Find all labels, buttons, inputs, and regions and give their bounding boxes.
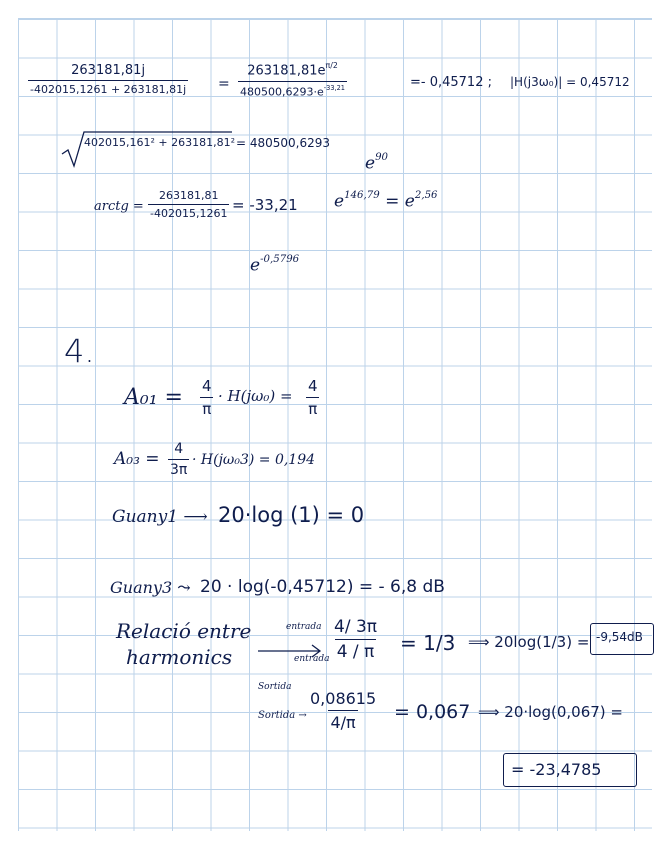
e-90-base: e bbox=[365, 153, 376, 174]
arctg-label: arctg = bbox=[94, 199, 144, 214]
fraction-2 bbox=[238, 61, 347, 98]
sortida-tag-bottom: Sortida → bbox=[258, 710, 307, 721]
a01-fraction-1 bbox=[200, 377, 214, 418]
relacio-boxed-value: -9,54dB bbox=[596, 630, 643, 644]
e-left-base: e bbox=[334, 191, 345, 212]
relacio-fraction bbox=[332, 617, 379, 662]
arctg-numerator: 263181,81 bbox=[158, 189, 219, 202]
equals-sign: = bbox=[218, 76, 230, 92]
e-negative bbox=[250, 255, 299, 275]
fraction-2-num-base: 263181,81e bbox=[247, 63, 326, 79]
a03-label: A₀₃ = bbox=[114, 449, 160, 469]
relacio-denominator: 4 / π bbox=[335, 639, 377, 662]
a01-fraction-2 bbox=[306, 377, 320, 418]
fraction-1-numerator: 263181,81j bbox=[71, 63, 146, 78]
fraction-2-numerator bbox=[245, 61, 340, 81]
sortida-log: ⟹ 20·log(0,067) = bbox=[478, 703, 623, 721]
relacio-line-2: harmonics bbox=[126, 645, 233, 669]
sqrt-result: = 480500,6293 bbox=[236, 136, 331, 150]
a01-middle: · H(jω₀) = bbox=[218, 387, 293, 405]
e-negative-exp: -0,5796 bbox=[260, 254, 300, 265]
a01-label: A₀₁ = bbox=[124, 385, 183, 410]
e-mid-exp: 2,56 bbox=[414, 190, 438, 201]
sortida-result: = 0,067 bbox=[394, 701, 471, 723]
sortida-denominator: 4/π bbox=[328, 710, 357, 732]
sortida-fraction bbox=[308, 689, 378, 732]
arctg-result: = -33,21 bbox=[232, 196, 298, 214]
fraction-1-denominator: -402015,1261 + 263181,81j bbox=[28, 80, 188, 96]
sortida-tag-top: Sortida bbox=[258, 682, 292, 692]
a01-numerator-2: 4 bbox=[308, 377, 318, 395]
fraction-2-num-exp: π/2 bbox=[325, 61, 338, 70]
guany1-label: Guany1 ⟶ bbox=[112, 507, 208, 527]
result-value: =- 0,45712 ; bbox=[410, 75, 492, 90]
arctg-fraction bbox=[148, 189, 229, 220]
e-90 bbox=[365, 153, 388, 173]
a03-fraction bbox=[168, 441, 189, 478]
a03-denominator: 3π bbox=[168, 459, 189, 478]
sortida-boxed-value: = -23,4785 bbox=[511, 760, 602, 779]
e-90-exp: 90 bbox=[375, 152, 389, 163]
a03-rest: · H(jω₀3) = 0,194 bbox=[192, 452, 316, 468]
fraction-2-denominator bbox=[238, 81, 347, 99]
relacio-result: = 1/3 bbox=[400, 631, 456, 655]
e-mid-base: = e bbox=[385, 191, 415, 212]
e-exponent-expr bbox=[334, 191, 438, 211]
relacio-tag-top: entrada bbox=[286, 622, 322, 632]
guany1-expression: 20·log (1) = 0 bbox=[218, 503, 365, 527]
fraction-2-den-exp: -33,21 bbox=[323, 83, 346, 92]
fraction-1 bbox=[28, 63, 188, 96]
guany3-expression: 20 · log(-0,45712) = - 6,8 dB bbox=[200, 577, 445, 597]
relacio-tag-bottom: entrada bbox=[294, 654, 330, 664]
a01-denominator-2: π bbox=[306, 397, 319, 418]
fraction-2-den-base: 480500,6293·e bbox=[240, 85, 324, 99]
graph-paper-page bbox=[18, 18, 652, 831]
section-heading: 4. bbox=[64, 332, 95, 370]
relacio-line-1: Relació entre bbox=[116, 619, 252, 643]
e-left-exp: 146,79 bbox=[344, 190, 380, 201]
guany3-label: Guany3 ⤳ bbox=[110, 578, 191, 597]
sortida-numerator: 0,08615 bbox=[310, 689, 377, 708]
a01-denominator: π bbox=[200, 397, 213, 418]
a03-numerator: 4 bbox=[174, 441, 184, 457]
magnitude-value: |H(j3ω₀)| = 0,45712 bbox=[510, 75, 630, 89]
relacio-numerator: 4/ 3π bbox=[334, 617, 377, 637]
sqrt-content: 402015,161² + 263181,81² bbox=[84, 136, 235, 149]
arctg-denominator: -402015,1261 bbox=[148, 204, 229, 220]
e-negative-base: e bbox=[250, 255, 261, 276]
a01-numerator: 4 bbox=[202, 377, 212, 395]
relacio-log: ⟹ 20log(1/3) = bbox=[468, 633, 590, 651]
